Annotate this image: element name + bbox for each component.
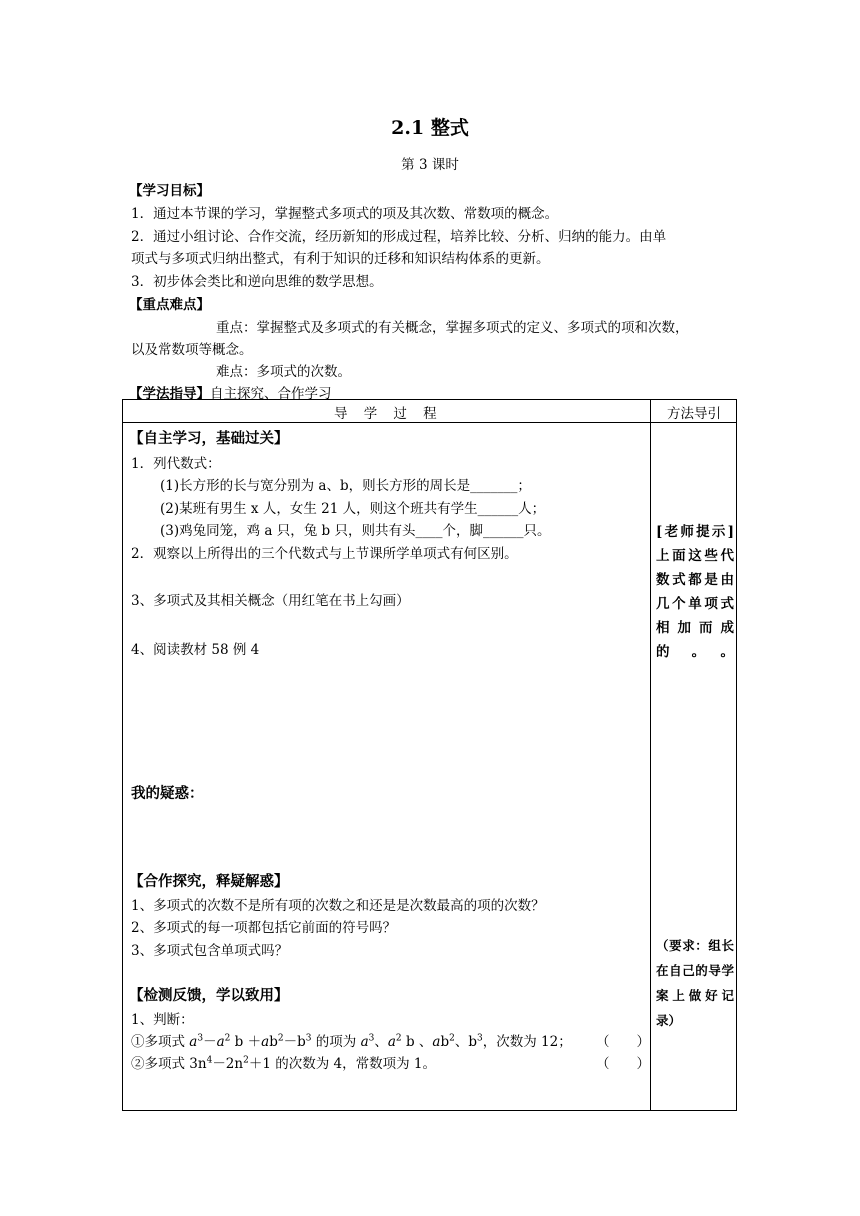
key-point-line: 重点：掌握整式及多项式的有关概念，掌握多项式的定义、多项式的项和次数， bbox=[216, 320, 689, 336]
key-point-line-cont: 以及常数项等概念。 bbox=[131, 342, 253, 358]
doubts-heading: 我的疑惑： bbox=[131, 786, 204, 802]
self-study-q1: 1．列代数式： bbox=[131, 456, 221, 472]
key-points-heading: 【重点难点】 bbox=[129, 297, 210, 313]
page-title: 2.1 整式 bbox=[391, 117, 469, 139]
self-study-q4: 4、阅读教材 58 例 4 bbox=[131, 642, 260, 658]
self-study-q1a: (1)长方形的长与宽分别为 a、b，则长方形的周长是_______； bbox=[160, 478, 531, 494]
method-heading: 【学法指导】 bbox=[129, 386, 210, 402]
column-header-side: 方法导引 bbox=[667, 406, 721, 422]
column-divider bbox=[650, 399, 651, 1111]
judge-answer-2[interactable]: （ ） bbox=[596, 1056, 650, 1072]
judge-item-2: ②多项式 $3n^4-2n^2+1$ 的次数为 4，常数项为 1。 bbox=[131, 1055, 436, 1072]
self-study-q1c: (3)鸡兔同笼，鸡 a 只，兔 b 只，则共有头____个，脚______只。 bbox=[160, 523, 551, 539]
group-requirement: （要求：组长在自己的导学案上做好记录） bbox=[656, 938, 734, 1028]
cooperate-q2: 2、多项式的每一项都包括它前面的符号吗？ bbox=[131, 920, 397, 936]
objective-item-2-cont: 项式与多项式归纳出整式，有利于知识的迁移和知识结构体系的更新。 bbox=[131, 251, 550, 267]
difficulty-line: 难点：多项式的次数。 bbox=[216, 364, 351, 380]
cooperate-heading: 【合作探究，释疑解惑】 bbox=[129, 874, 289, 890]
self-study-q2: 2．观察以上所得出的三个代数式与上节课所学单项式有何区别。 bbox=[131, 546, 518, 562]
objective-item-2: 2．通过小组讨论、合作交流，经历新知的形成过程，培养比较、分析、归纳的能力。由单 bbox=[131, 229, 667, 245]
cooperate-q1: 1、多项式的次数不是所有项的次数之和还是是次数最高的项的次数？ bbox=[131, 898, 545, 914]
method-text: 自主探究、合作学习 bbox=[210, 386, 332, 402]
feedback-heading: 【检测反馈，学以致用】 bbox=[129, 988, 289, 1004]
cooperate-q3: 3、多项式包含单项式吗？ bbox=[131, 943, 289, 959]
self-study-q1b: (2)某班有男生 x 人，女生 21 人，则这个班共有学生______人； bbox=[160, 501, 546, 517]
self-study-q3: 3、多项式及其相关概念（用红笔在书上勾画） bbox=[131, 593, 410, 609]
objective-item-1: 1．通过本节课的学习，掌握整式多项式的项及其次数、常数项的概念。 bbox=[131, 206, 559, 222]
header-divider bbox=[122, 422, 737, 423]
lesson-subtitle: 第 3 课时 bbox=[401, 157, 459, 173]
feedback-q1: 1、判断： bbox=[131, 1012, 194, 1028]
self-study-heading: 【自主学习，基础过关】 bbox=[129, 431, 289, 447]
objective-item-3: 3．初步体会类比和逆向思维的数学思想。 bbox=[131, 274, 383, 290]
objectives-heading: 【学习目标】 bbox=[129, 183, 210, 199]
teacher-tip: [老师提示]上面这些代数式都是由几个单项式相加而成的。。 bbox=[656, 524, 734, 660]
judge-item-1: ①多项式 $a^3-a^2$ $b +ab^2-b^3$ 的项为 $a^3$、$a^2$ b 、$ab^2$、$b^3$，次数为 12； bbox=[131, 1033, 572, 1050]
judge-answer-1[interactable]: （ ） bbox=[596, 1034, 650, 1050]
column-header-main: 导 学 过 程 bbox=[334, 406, 438, 422]
